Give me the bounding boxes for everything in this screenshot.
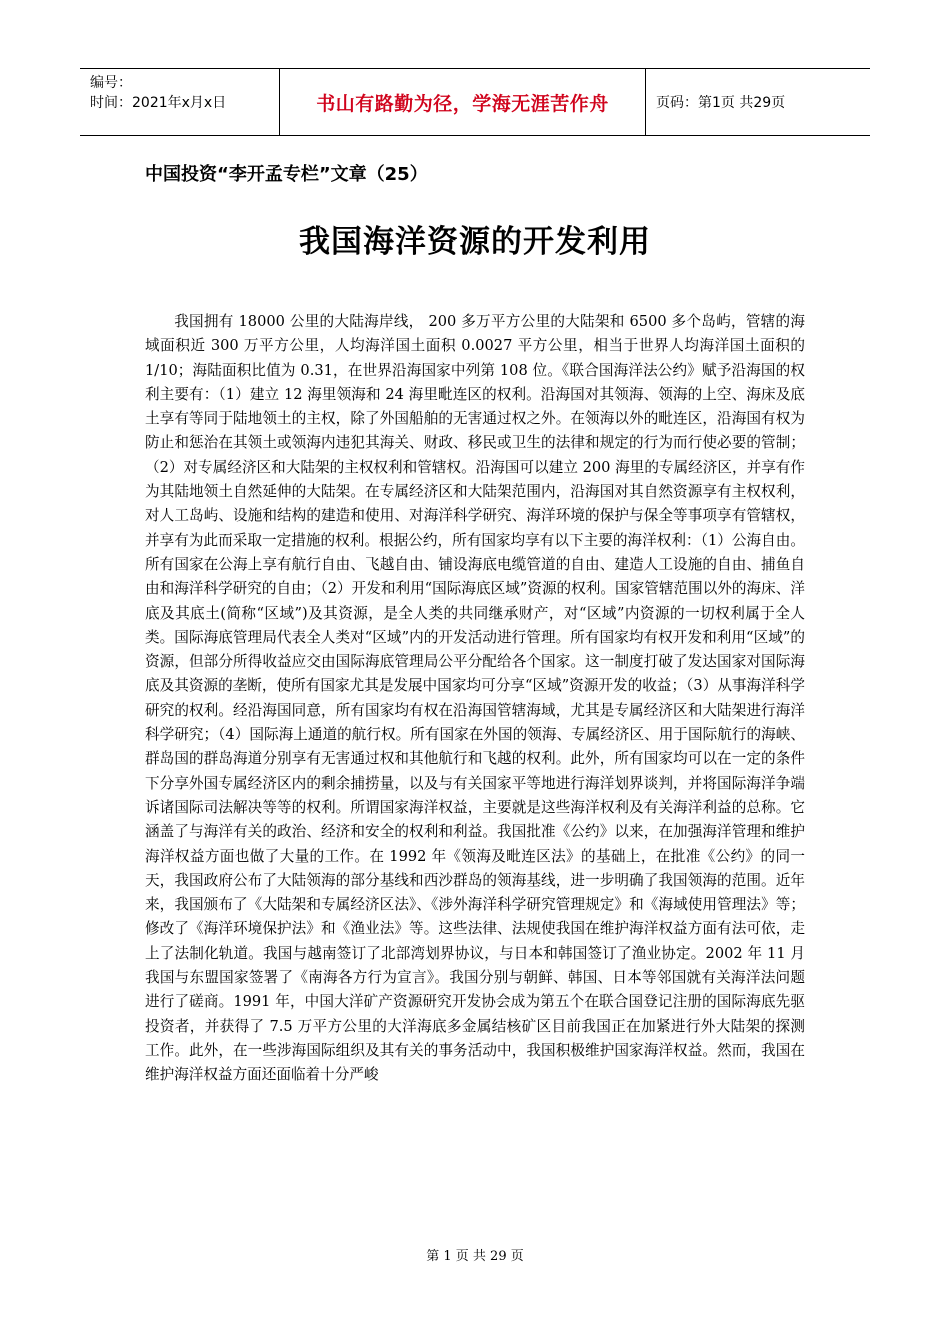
header-meta <box>80 69 280 135</box>
page-title: 我国海洋资源的开发利用 <box>299 224 651 260</box>
column-title: 中国投资“李开孟专栏”文章（25） <box>145 164 428 185</box>
header-page-info: 页码：第1页 共29页 <box>656 95 786 111</box>
body-paragraph: 我国拥有 18000 公里的大陆海岸线， 200 多万平方公里的大陆架和 6500 多个岛屿，管辖的海域面积近 300 万平方公里，人均海洋国土面积 0.0027 平方公里，相当于世界人均海洋国土面积的 1/10；海陆面积比值为 0.31，在世界沿海国家中列第 108 位。《联合国海洋法公约》赋予沿海国的权利主要有：（1）建立 12 海里领海和 24 海里毗连区的权利。沿海国对其领海、领海的上空、海床及底土享有等同于陆地领土的主权，除了外国船舶的无害通过权之外。在领海以外的毗连区，沿海国有权为防止和惩治在其领土或领海内违犯其海关、财政、移民或卫生的法律和规定的行为而行使必要的管制；（2）对专属经济区和大陆架的主权权利和管辖权。沿海国可以建立 200 海里的专属经济区，并享有作为其陆地领土自然延伸的大陆架。在专属经济区和大陆架范围内，沿海国对其自然资源享有主权权利，对人工岛屿、设施和结构的建造和使用、对海洋科学研究、海洋环境的保护与保全等事项享有管辖权，并享有为此而采取一定措施的权利。根据公约，所有国家均享有以下主要的海洋权利：（1）公海自由。所有国家在公海上享有航行自由、飞越自由、铺设海底电缆管道的自由、建造人工设施的自由、捕鱼自由和海洋科学研究的自由；（2）开发和利用“国际海底区域”资源的权利。国家管辖范围以外的海床、洋底及其底土(简称“区域”)及其资源，是全人类的共同继承财产，对“区域”内资源的一切权利属于全人类。国际海底管理局代表全人类对“区域”内的开发活动进行管理。所有国家均有权开发和利用“区域”的资源，但部分所得收益应交由国际海底管理局公平分配给各个国家。这一制度打破了发达国家对国际海底及其资源的垄断，使所有国家尤其是发展中国家均可分享“区域”资源开发的收益；（3）从事海洋科学研究的权利。经沿海国同意，所有国家均有权在沿海国管辖海域，尤其是专属经济区和大陆架进行海洋科学研究；（4）国际海上通道的航行权。所有国家在外国的领海、专属经济区、用于国际航行的海峡、群岛国的群岛海道分别享有无害通过权和其他航行和飞越的权利。此外，所有国家均可以在一定的条件下分享外国专属经济区内的剩余捕捞量，以及与有关国家平等地进行海洋划界谈判，并将国际海洋争端诉诸国际司法解决等等的权利。所谓国家海洋权益，主要就是这些海洋权利及有关海洋利益的总称。它涵盖了与海洋有关的政治、经济和安全的权利和利益。我国批准《公约》以来，在加强海洋管理和维护海洋权益方面也做了大量的工作。在 1992 年《领海及毗连区法》的基础上，在批准《公约》的同一天，我国政府公布了大陆领海的部分基线和西沙群岛的领海基线，进一步明确了我国领海的范围。近年来，我国颁布了《大陆架和专属经济区法》、《涉外海洋科学研究管理规定》和《海域使用管理法》等；修改了《海洋环境保护法》和《渔业法》等。这些法律、法规使我国在维护海洋权益方面有法可依，走上了法制化轨道。我国与越南签订了北部湾划界协议，与日本和韩国签订了渔业协定。2002 年 11 月我国与东盟国家签署了《南海各方行为宣言》。我国分别与朝鲜、韩国、日本等邻国就有关海洋法问题进行了磋商。1991 年，中国大洋矿产资源研究开发协会成为第五个在联合国登记注册的国际海底先驱投资者，并获得了 7.5 万平方公里的大洋海底多金属结核矿区目前我国正在加紧进行外大陆架的探测工作。此外，在一些涉海国际组织及其有关的事务活动中，我国积极维护国家海洋权益。然而，我国在维护海洋权益方面还面临着十分严峻 <box>145 313 805 1084</box>
page-footer: 第 1 页 共 29 页 <box>426 1249 524 1264</box>
document-number: 编号： <box>90 75 132 91</box>
document-time: 时间：2021年x月x日 <box>90 95 227 111</box>
header-motto: 书山有路勤为径，学海无涯苦作舟 <box>280 69 646 135</box>
page-header <box>80 68 870 136</box>
